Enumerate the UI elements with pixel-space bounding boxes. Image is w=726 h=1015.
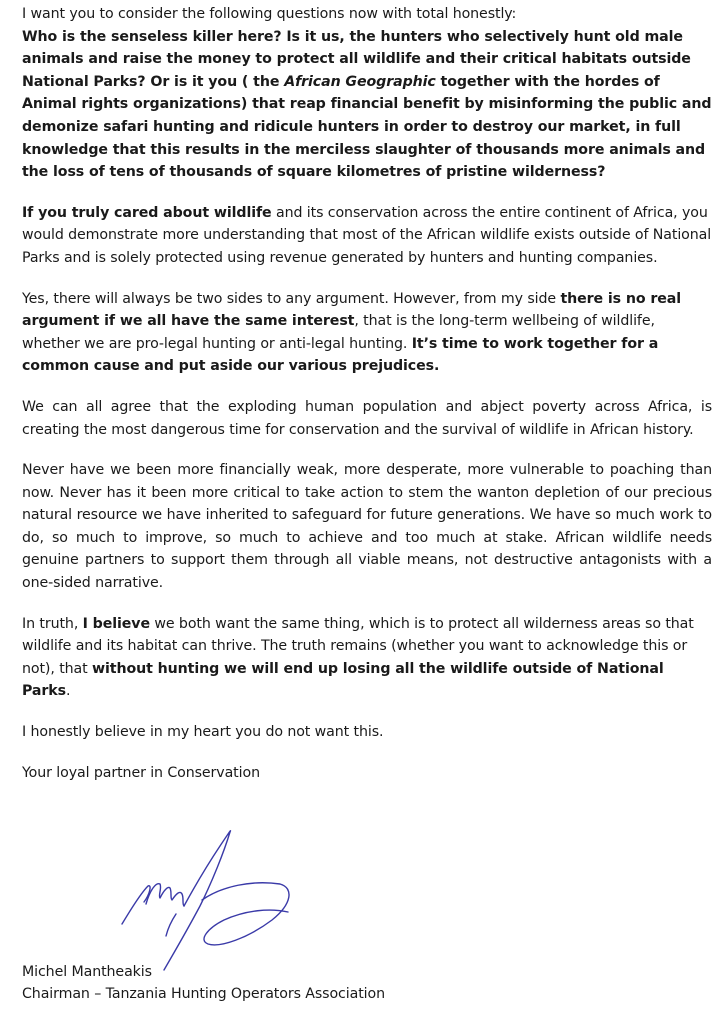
truth-e: .: [65, 683, 71, 700]
publication-name: African Geographic: [284, 73, 436, 90]
questions-bold-b: together with the hordes of Animal rights organizations) that reap financial benefit by misinforming the public and demonize safari hunting and ridicule hunters in order to destroy our market, in full knowledge that this results in the merciless slaughter of thousands more animals and the loss of tens of thousands of square kilometres of pristine wilderness?: [22, 73, 712, 181]
paragraph-questions: [22, 3, 712, 184]
questions-bold-a: Who is the senseless killer here? Is it us, the hunters who selectively hunt old male animals and raise the money to protect all wildlife and their critical habitats outside National Parks? Or is it you ( the: [22, 28, 691, 90]
two-sides-c: , that is the long-term wellbeing of wildlife, whether we are pro-legal hunting or anti-legal hunting.: [22, 313, 655, 352]
letter-body: [22, 3, 712, 784]
paragraph-never: Never have we been more financially weak, more desperate, more vulnerable to poaching than now. Never has it been more critical to take action to stem the wanton depletion of our precious natural resource we have inherited to safeguard for future generations. We have so much work to do, so much to improve, so much to achieve and too much at stake. African wildlife needs genuine partners to support them through all viable means, not destructive antagonists with a one-sided narrative.: [22, 462, 712, 592]
closing-line: Your loyal partner in Conservation: [22, 764, 260, 781]
signatory-title: Chairman – Tanzania Hunting Operators Association: [22, 986, 385, 1002]
questions-intro: I want you to consider the following questions now with total honestly:: [22, 6, 517, 22]
truth-a: In truth,: [22, 615, 83, 632]
two-sides-bold-d: It’s time to work together for a common cause and put aside our various prejudices.: [22, 335, 659, 375]
paragraph-truth: [22, 613, 712, 703]
handwritten-signature-icon: [112, 824, 302, 974]
truth-bold-b: I believe: [82, 615, 150, 632]
cared-rest: and its conservation across the entire continent of Africa, you would demonstrate more understanding that most of the African wildlife exists outside of National Parks and is solely protected using revenue generated by hunters and hunting companies.: [22, 204, 712, 266]
truth-c: we both want the same thing, which is to protect all wilderness areas so that wildlife and its habitat can thrive. The truth remains (whether you want to acknowledge this or not), that: [22, 615, 694, 677]
two-sides-bold-b: there is no real argument if we all have the same interest: [22, 290, 681, 330]
paragraph-cared: [22, 202, 712, 270]
cared-bold: If you truly cared about wildlife: [22, 204, 272, 221]
paragraph-two-sides: [22, 288, 712, 378]
two-sides-a: Yes, there will always be two sides to any argument. However, from my side: [22, 290, 561, 307]
truth-bold-d: without hunting we will end up losing all the wildlife outside of National Parks: [22, 660, 664, 700]
signatory-name: Michel Mantheakis: [22, 964, 152, 980]
paragraph-believe: I honestly believe in my heart you do not want this.: [22, 724, 384, 741]
paragraph-population: We can all agree that the exploding human population and abject poverty across Africa, is creating the most dangerous time for conservation and the survival of wildlife in African history.: [22, 398, 712, 438]
